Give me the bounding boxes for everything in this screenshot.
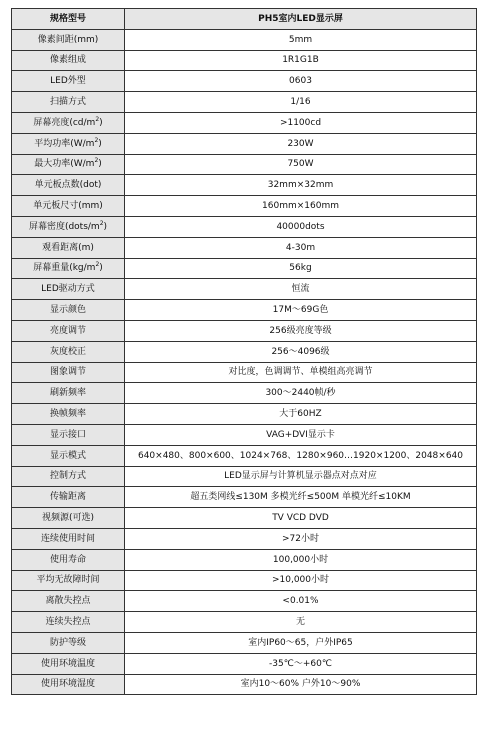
table-header-row [12,9,477,30]
row-value-cell: VAG+DVI显示卡 [125,424,477,445]
row-label-cell [12,133,125,154]
row-label-cell [12,341,125,362]
row-label-text: 图象调节 [49,367,86,378]
row-label-text: 换帧频率 [49,409,86,420]
table-row [12,196,477,217]
row-label-text: 观看距离(m) [42,242,94,253]
table-row [12,612,477,633]
row-label-suffix: ) [99,117,103,128]
row-label-cell [12,320,125,341]
row-label-cell [12,383,125,404]
row-value-cell: >10,000小时 [125,570,477,591]
table-row [12,445,477,466]
row-label-suffix: ) [103,221,108,232]
row-value-cell: 300～2440帧/秒 [125,383,477,404]
row-label-cell [12,570,125,591]
row-label-cell [12,196,125,217]
row-value-cell: 1/16 [125,92,477,113]
row-label-cell [12,175,125,196]
table-row [12,112,477,133]
row-label-superscript: 2 [95,115,100,123]
row-value-cell: 4-30m [125,237,477,258]
row-label-text: 连续使用时间 [40,533,95,544]
row-value-cell: -35℃～+60℃ [125,653,477,674]
row-label-text: 刷新频率 [49,388,86,399]
row-value-cell: >1100cd [125,112,477,133]
row-value-cell: 超五类网线≤130M 多模光纤≤500M 单模光纤≤10KM [125,487,477,508]
row-label-superscript: 2 [94,157,99,165]
row-value-cell: 室内10～60% 户外10～90% [125,674,477,695]
table-row [12,362,477,383]
row-label-text: 离散失控点 [45,596,91,607]
spec-table-container [11,8,477,695]
table-row [12,133,477,154]
row-label-text: 显示接口 [49,429,86,440]
row-label-cell [12,29,125,50]
row-value-cell: 室内IP60～65，户外IP65 [125,632,477,653]
row-label-superscript: 2 [94,136,99,144]
table-row [12,632,477,653]
row-value-cell: 100,000小时 [125,549,477,570]
row-label-superscript: 2 [95,261,100,269]
row-label-text: 视频源(可选) [41,513,95,524]
row-label-cell [12,528,125,549]
row-label-cell [12,92,125,113]
row-label-cell [12,300,125,321]
table-row [12,300,477,321]
row-value-cell: 40000dots [125,216,477,237]
table-row [12,279,477,300]
row-value-cell: 230W [125,133,477,154]
row-label-cell [12,50,125,71]
row-label-cell [12,112,125,133]
table-row [12,92,477,113]
spec-table [11,8,477,695]
table-row [12,237,477,258]
table-row [12,320,477,341]
row-label-text: 平均功率(W/m [34,138,95,149]
row-label-cell [12,591,125,612]
row-value-cell: 对比度，色调调节、单模组高亮调节 [125,362,477,383]
row-label-text: 灰度校正 [49,346,86,357]
row-label-text: 像素间距(mm) [37,34,99,45]
row-value-cell: 750W [125,154,477,175]
row-value-cell: 32mm×32mm [125,175,477,196]
row-value-cell: 恒流 [125,279,477,300]
row-value-cell: TV VCD DVD [125,508,477,529]
row-label-cell [12,632,125,653]
row-label-superscript: 2 [99,219,104,227]
row-label-cell [12,653,125,674]
table-row [12,549,477,570]
table-row [12,154,477,175]
row-label-text: LED驱动方式 [41,284,95,295]
row-value-cell: >72小时 [125,528,477,549]
table-row [12,528,477,549]
row-label-text: 像素组成 [49,55,86,66]
row-value-cell: 160mm×160mm [125,196,477,217]
row-value-cell: 17M～69G色 [125,300,477,321]
table-row [12,341,477,362]
row-label-cell [12,237,125,258]
row-value-cell: 0603 [125,71,477,92]
row-label-text: 防护等级 [49,637,86,648]
header-label-cell: 规格型号 [12,9,125,30]
row-value-cell: LED显示屏与计算机显示器点对点对应 [125,466,477,487]
table-row [12,29,477,50]
row-label-text: 屏幕重量(kg/m [33,263,96,274]
row-label-cell [12,258,125,279]
row-label-cell [12,466,125,487]
row-label-text: 使用环境湿度 [40,679,95,690]
table-row [12,50,477,71]
row-label-text: 显示模式 [49,450,86,461]
row-label-cell [12,154,125,175]
row-label-cell [12,445,125,466]
row-label-suffix: ) [99,263,103,274]
table-row [12,653,477,674]
row-label-text: 屏幕亮度(cd/m [33,117,96,128]
header-value-cell: PH5室内LED显示屏 [125,9,477,30]
table-row [12,487,477,508]
row-label-text: 单元板点数(dot) [34,180,102,191]
table-row [12,508,477,529]
row-label-text: 屏幕密度(dots/m [28,221,100,232]
row-label-text: 显示颜色 [49,305,86,316]
row-label-text: 单元板尺寸(mm) [33,201,103,212]
table-row [12,216,477,237]
row-label-suffix: ) [98,138,102,149]
row-value-cell: 无 [125,612,477,633]
row-value-cell: <0.01% [125,591,477,612]
row-value-cell: 640×480、800×600、1024×768、1280×960…1920×1200、2048×640 [125,445,477,466]
row-value-cell: 1R1G1B [125,50,477,71]
row-label-text: 使用寿命 [49,554,86,565]
table-row [12,404,477,425]
table-row [12,570,477,591]
row-label-cell [12,362,125,383]
row-label-cell [12,71,125,92]
row-label-cell [12,612,125,633]
row-label-text: 连续失控点 [45,617,91,627]
row-label-cell [12,404,125,425]
row-value-cell: 256级亮度等级 [125,320,477,341]
row-label-text: 平均无故障时间 [36,575,100,586]
row-label-text: 亮度调节 [49,325,86,336]
table-row [12,424,477,445]
row-label-cell [12,487,125,508]
row-label-cell [12,424,125,445]
table-row [12,591,477,612]
row-label-cell [12,674,125,695]
row-value-cell: 大于60HZ [125,404,477,425]
row-label-text: 最大功率(W/m [34,159,95,170]
table-row [12,383,477,404]
row-label-text: 传输距离 [49,492,86,503]
spec-table-body [12,9,477,695]
row-label-suffix: ) [98,159,102,170]
table-row [12,258,477,279]
row-value-cell: 5mm [125,29,477,50]
row-value-cell: 56kg [125,258,477,279]
row-label-text: 使用环境温度 [40,658,95,669]
table-row [12,175,477,196]
table-row [12,674,477,695]
row-label-text: LED外型 [50,76,86,87]
row-label-cell [12,216,125,237]
row-label-cell [12,508,125,529]
row-label-text: 控制方式 [49,471,86,482]
row-label-text: 扫描方式 [49,97,86,108]
row-value-cell: 256～4096级 [125,341,477,362]
row-label-cell [12,279,125,300]
table-row [12,71,477,92]
table-row [12,466,477,487]
row-label-cell [12,549,125,570]
